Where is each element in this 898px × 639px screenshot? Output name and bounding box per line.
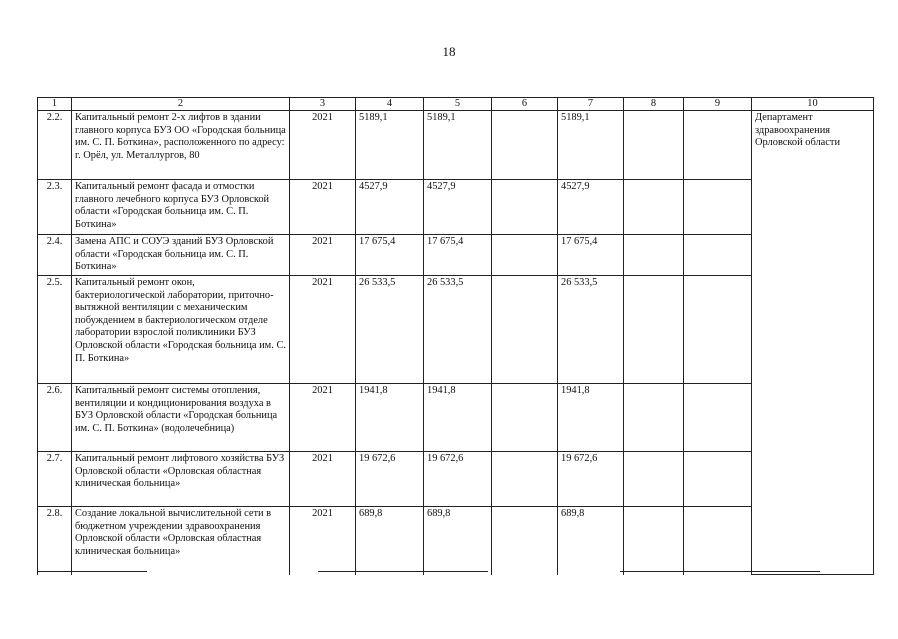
row-description: Капитальный ремонт окон, бактериологической лаборатории, приточно-вытяжной вентиляции с механическим побуждением в бактериологическом отделе лаборатории взрослой поликлиники БУЗ Орловской области «Городская больница им. С. П. Боткина» [72,276,290,384]
row-description: Капитальный ремонт фасада и отмостки главного лечебного корпуса БУЗ Орловской области «Городская больница им. С. П. Боткина» [72,180,290,235]
row-description: Капитальный ремонт системы отопления, вентиляции и кондиционирования воздуха в БУЗ Орловской области «Городская больница им. С. П. Боткина» (водолечебница) [72,384,290,452]
row-description: Капитальный ремонт лифтового хозяйства БУЗ Орловской области «Орловская областная клиническая больница» [72,452,290,507]
row-col9 [684,180,752,235]
table-row [38,507,874,575]
row-number: 2.8. [38,507,72,575]
row-col5: 17 675,4 [424,235,492,276]
row-col8 [624,384,684,452]
row-year: 2021 [290,235,356,276]
table-row [38,235,874,276]
row-number: 2.3. [38,180,72,235]
row-col8 [624,507,684,575]
row-col6 [492,507,558,575]
row-col9 [684,235,752,276]
bottom-rule-segment [318,571,488,572]
table-row [38,180,874,235]
row-col8 [624,180,684,235]
row-col6 [492,180,558,235]
row-year: 2021 [290,111,356,180]
col-header-9: 9 [684,98,752,111]
table-row [38,276,874,384]
row-year: 2021 [290,384,356,452]
row-col7: 5189,1 [558,111,624,180]
row-col5: 26 533,5 [424,276,492,384]
row-col9 [684,111,752,180]
row-col7: 17 675,4 [558,235,624,276]
row-col4: 5189,1 [356,111,424,180]
row-col9 [684,276,752,384]
row-col4: 1941,8 [356,384,424,452]
row-col6 [492,384,558,452]
row-col4: 26 533,5 [356,276,424,384]
row-col5: 689,8 [424,507,492,575]
table-row [38,111,874,180]
row-col9 [684,384,752,452]
col-header-3: 3 [290,98,356,111]
col-header-1: 1 [38,98,72,111]
col-header-7: 7 [558,98,624,111]
col-header-6: 6 [492,98,558,111]
row-year: 2021 [290,276,356,384]
row-year: 2021 [290,507,356,575]
row-number: 2.2. [38,111,72,180]
col-header-2: 2 [72,98,290,111]
row-col4: 4527,9 [356,180,424,235]
row-col5: 19 672,6 [424,452,492,507]
row-col9 [684,507,752,575]
row-col4: 689,8 [356,507,424,575]
row-col5: 4527,9 [424,180,492,235]
row-col6 [492,276,558,384]
row-col8 [624,235,684,276]
row-col9 [684,452,752,507]
row-description: Капитальный ремонт 2-х лифтов в здании главного корпуса БУЗ ОО «Городская больница им. С. П. Боткина», расположенного по адресу: г. Орёл, ул. Металлургов, 80 [72,111,290,180]
row-col8 [624,276,684,384]
row-col7: 689,8 [558,507,624,575]
bottom-rule-segment [620,571,820,572]
row-col5: 1941,8 [424,384,492,452]
row-col5: 5189,1 [424,111,492,180]
row-year: 2021 [290,180,356,235]
col-header-5: 5 [424,98,492,111]
row-col8 [624,111,684,180]
row-col7: 19 672,6 [558,452,624,507]
row-description: Создание локальной вычислительной сети в бюджетном учреждении здравоохранения Орловской области «Орловская областная клиническая больница» [72,507,290,575]
row-col7: 4527,9 [558,180,624,235]
row-col6 [492,235,558,276]
row-col4: 17 675,4 [356,235,424,276]
row-col7: 26 533,5 [558,276,624,384]
row-number: 2.4. [38,235,72,276]
row-number: 2.7. [38,452,72,507]
responsible-department: Департамент здравоохранения Орловской области [752,111,874,575]
row-number: 2.6. [38,384,72,452]
row-col8 [624,452,684,507]
row-number: 2.5. [38,276,72,384]
col-header-4: 4 [356,98,424,111]
col-header-10: 10 [752,98,874,111]
program-table [37,97,874,575]
row-description: Замена АПС и СОУЭ зданий БУЗ Орловской области «Городская больница им. С. П. Боткина» [72,235,290,276]
row-col6 [492,111,558,180]
row-year: 2021 [290,452,356,507]
row-col4: 19 672,6 [356,452,424,507]
bottom-rule-segment [37,571,147,572]
table-row [38,452,874,507]
page-number: 18 [442,44,456,59]
table-row [38,384,874,452]
row-col7: 1941,8 [558,384,624,452]
row-col6 [492,452,558,507]
col-header-8: 8 [624,98,684,111]
header-row [38,98,874,111]
